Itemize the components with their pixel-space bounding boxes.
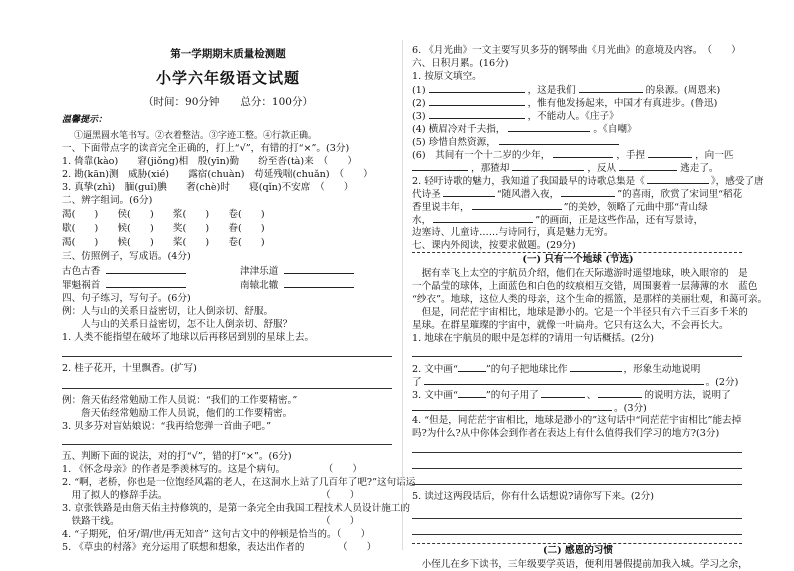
s5-question-5: 5. 《草虫的村落》充分运用了联想和想象，表达出作者的 （ ） bbox=[62, 542, 377, 553]
s4-example-1: 例：人与山的关系日益密切，让人倒亲切、舒服。 bbox=[62, 306, 274, 317]
s6-part-2-line-3: 香里说丰年， ”的美妙，领略了元曲中那“青山绿 bbox=[412, 202, 708, 213]
s5-question-1: 1. 《怀念母亲》的作者是季羡林写的。这是个病句。 （ ） bbox=[62, 464, 363, 475]
passage-1-line-5: 星球。在群星璀璨的宇宙中，就像一叶扁舟。它只有这么大，不会再长大。 bbox=[412, 320, 729, 331]
s5-question-6: 6. 《月光曲》一文主要写贝多芬的钢琴曲《月光曲》的意境及内容。 （ ） bbox=[412, 45, 741, 56]
hint-label: 温馨提示： bbox=[62, 115, 108, 125]
s2-row-1: 渴( ) 侯( ) 浆( ) 卷( ) bbox=[62, 209, 265, 220]
s4-question-1: 1. 人类不能指望在破坏了地球以后再移居到别的星球上去。 bbox=[62, 332, 315, 343]
answer-line[interactable] bbox=[412, 468, 742, 469]
answer-line[interactable] bbox=[62, 444, 392, 445]
q7-3-cont: 。(3分) bbox=[412, 401, 647, 415]
s5-question-3-cont: 铁路干线。 （ ） bbox=[62, 516, 360, 527]
s5-question-2-cont: 用了拟人的修辞手法。 （ ） bbox=[62, 490, 360, 501]
answer-line[interactable] bbox=[412, 484, 742, 485]
s1-row-2: 2. 勘(kān)测 威胁(xié) 露宿(chuàn) 苟延残喘(chuǎn) （ ） bbox=[62, 169, 373, 180]
q7-4-cont: 吗?为什么?从中你体会到作者在表达上有什么值得我们学习的地方?(3分) bbox=[412, 428, 720, 439]
fill-line-3: (3) ，不能动人。《庄子》 bbox=[412, 111, 619, 122]
fill-line-2: (2) ，惟有他发扬起来，中国才有真进步。(鲁迅) bbox=[412, 98, 718, 109]
passage-2-line-1: 小侄儿在乡下读书，三年级要学英语，便利用暑假提前加我入城。学习之余， bbox=[412, 559, 748, 570]
fill-line-4: (4) 横眉冷对千夫指， 。《自嘲》 bbox=[412, 124, 637, 135]
answer-line[interactable] bbox=[412, 452, 742, 453]
q7-2-cont: 了 。(2分) bbox=[412, 377, 739, 388]
s6-part-2-line-5: 边塞诗、儿童诗……与诗同行，真是魅力无穷。 bbox=[412, 227, 614, 238]
section-3-heading: 三、仿照例子，写成语。(4分) bbox=[62, 251, 191, 262]
q7-2: 2. 文中画“ ”的句子把地球比作 ，形象生动地说明 bbox=[412, 364, 701, 375]
idiom-b: 津津乐道 bbox=[240, 264, 354, 278]
section-5-heading: 五、判断下面的说法，对的打“√”，错的打“×”。(6分) bbox=[62, 451, 292, 462]
s6-part-2: 2. 轻吁诗歌的魅力，我知道了我国最早的诗歌总集是《 》，感受了唐 bbox=[412, 176, 764, 187]
hint-text: ①逼黑圆水笔书写。②衣着整洁。③字迹工整。④行款正确。 bbox=[74, 131, 318, 141]
s5-question-2: 2. “啊，老桥，你也是一位饱经风霜的老人，在这洞水上站了几百年了吧?”这句话运 bbox=[62, 477, 416, 488]
q7-5: 5. 读过这两段话后，你有什么话想说?请你写下来。(2分) bbox=[412, 491, 654, 502]
section-1-heading: 一、下面带点字的读音完全正确的，打上“√”，有错的打“×”。(3分) bbox=[62, 143, 350, 154]
s6-part-1: 1. 按原文填空。 bbox=[412, 71, 482, 82]
q7-4: 4. “但是，同茫茫宇宙相比，地球是渺小的”这句话中“同茫茫宇宙相比”能去掉 bbox=[412, 415, 742, 426]
exam-subtitle: （时间：90分钟 总分：100分） bbox=[143, 96, 313, 108]
s2-row-2: 歇( ) 候( ) 奖( ) 眷( ) bbox=[62, 223, 265, 234]
exam-title: 小学六年级语文试题 bbox=[155, 69, 300, 87]
fill-line-6: (6) 其间有一个十二岁的少年， ，手捏 ，向一匹 bbox=[412, 150, 734, 161]
s4-example-3: 例：詹天佑经常勉励工作人员说：“我们的工作要精密。” bbox=[62, 395, 298, 406]
column-divider bbox=[402, 40, 403, 550]
section-4-heading: 四、句子练习，写句子。(6分) bbox=[62, 293, 191, 304]
s1-row-3: 3. 真挚(zhì) 腼(guǐ)腆 奢(chè)时 寝(qǐn)不安席 （ ） bbox=[62, 182, 354, 193]
s4-example-4: 詹天佑经常勉励工作人员说，他们的工作要精密。 bbox=[62, 408, 293, 419]
s1-row-1: 1. 倚靠(kào) 窘(jiǒng)相 殷(yīn)勤 纷至沓(tà)来 （ ） bbox=[62, 156, 357, 167]
s5-question-4: 4. “子期死，伯牙/谓/世/再无知音” 这句古文中的停顿是恰当的。（ ） bbox=[62, 529, 371, 540]
s4-question-2: 2. 桂子花开，十里飘香。(扩写) bbox=[62, 363, 197, 374]
passage-1-line-4: 但是，同茫茫宇宙相比，地球是渺小的。它是一个半径只有六千三百多千米的 bbox=[412, 307, 748, 318]
q7-1: 1. 地球在宇航员的眼中是怎样的?请用一句话概括。(2分) bbox=[412, 333, 654, 344]
fill-line-6-cont: ，那猹却 ，反从 逃走了。 bbox=[412, 161, 719, 175]
s4-question-3: 3. 贝多芬对盲姑娘说：“我再给您弹一首曲子吧。” bbox=[62, 421, 272, 432]
passage-2-title: (二) 感恩的习惯 bbox=[543, 545, 613, 556]
answer-line[interactable] bbox=[412, 356, 742, 357]
passage-1-line-3: “纱衣”。地球，这位人类的母亲，这个生命的摇篮，是那样的美丽壮观，和蔼可亲。 bbox=[412, 294, 768, 305]
s4-example-2: 人与山的关系日益密切，怎不让人倒亲切、舒服？ bbox=[62, 319, 293, 330]
answer-line[interactable] bbox=[62, 356, 392, 357]
idiom-a: 古色古香 bbox=[62, 264, 186, 278]
s5-question-3: 3. 京张铁路是由詹天佑主持修筑的，是第一条完全由我国工程技术人员设计施工的 bbox=[62, 503, 410, 514]
exam-header: 第一学期期末质量检测题 bbox=[170, 48, 286, 60]
passage-1-title: (一) 只有一个地球 (节选) bbox=[522, 254, 634, 265]
passage-1-line-2: 一个晶莹的球体，上面蓝色和白色的纹痕相互交错，周围裹着一层薄薄的水 蓝色 bbox=[412, 281, 758, 292]
fill-line-5: (5) 珍惜自然资源， bbox=[412, 135, 622, 149]
s6-part-2-line-2: 代诗圣 “随风潜入夜， ”的喜雨，欣赏了宋词里“稻花 bbox=[412, 189, 743, 200]
fill-line-1: (1) ，这是我们 的泉源。(周恩来) bbox=[412, 85, 721, 96]
answer-line[interactable] bbox=[412, 518, 742, 519]
passage-1-line-1: 据有幸飞上太空的宇航员介绍，他们在天际遨游时遥望地球，映入眼帘的 是 bbox=[412, 268, 748, 279]
idiom-d: 南辕北辙 bbox=[240, 278, 354, 292]
s6-part-2-line-4: 水， ”的画面，正是这些作品，还有写景诗， bbox=[412, 215, 704, 226]
section-2-heading: 二、辨字组词。(6分) bbox=[62, 195, 153, 206]
section-7-heading: 七、课内外阅读，按要求做题。(29分) bbox=[412, 240, 576, 251]
idiom-c: 罪魁祸首 bbox=[62, 278, 186, 292]
q7-3: 3. 文中画“ ”的句子用了 、 的说明方法，说明了 bbox=[412, 390, 731, 401]
answer-line[interactable] bbox=[412, 534, 742, 535]
section-6-heading: 六、日积月累。(16分) bbox=[412, 58, 509, 69]
answer-line[interactable] bbox=[62, 388, 392, 389]
s2-row-3: 渴( ) 候( ) 桨( ) 卷( ) bbox=[62, 237, 265, 248]
